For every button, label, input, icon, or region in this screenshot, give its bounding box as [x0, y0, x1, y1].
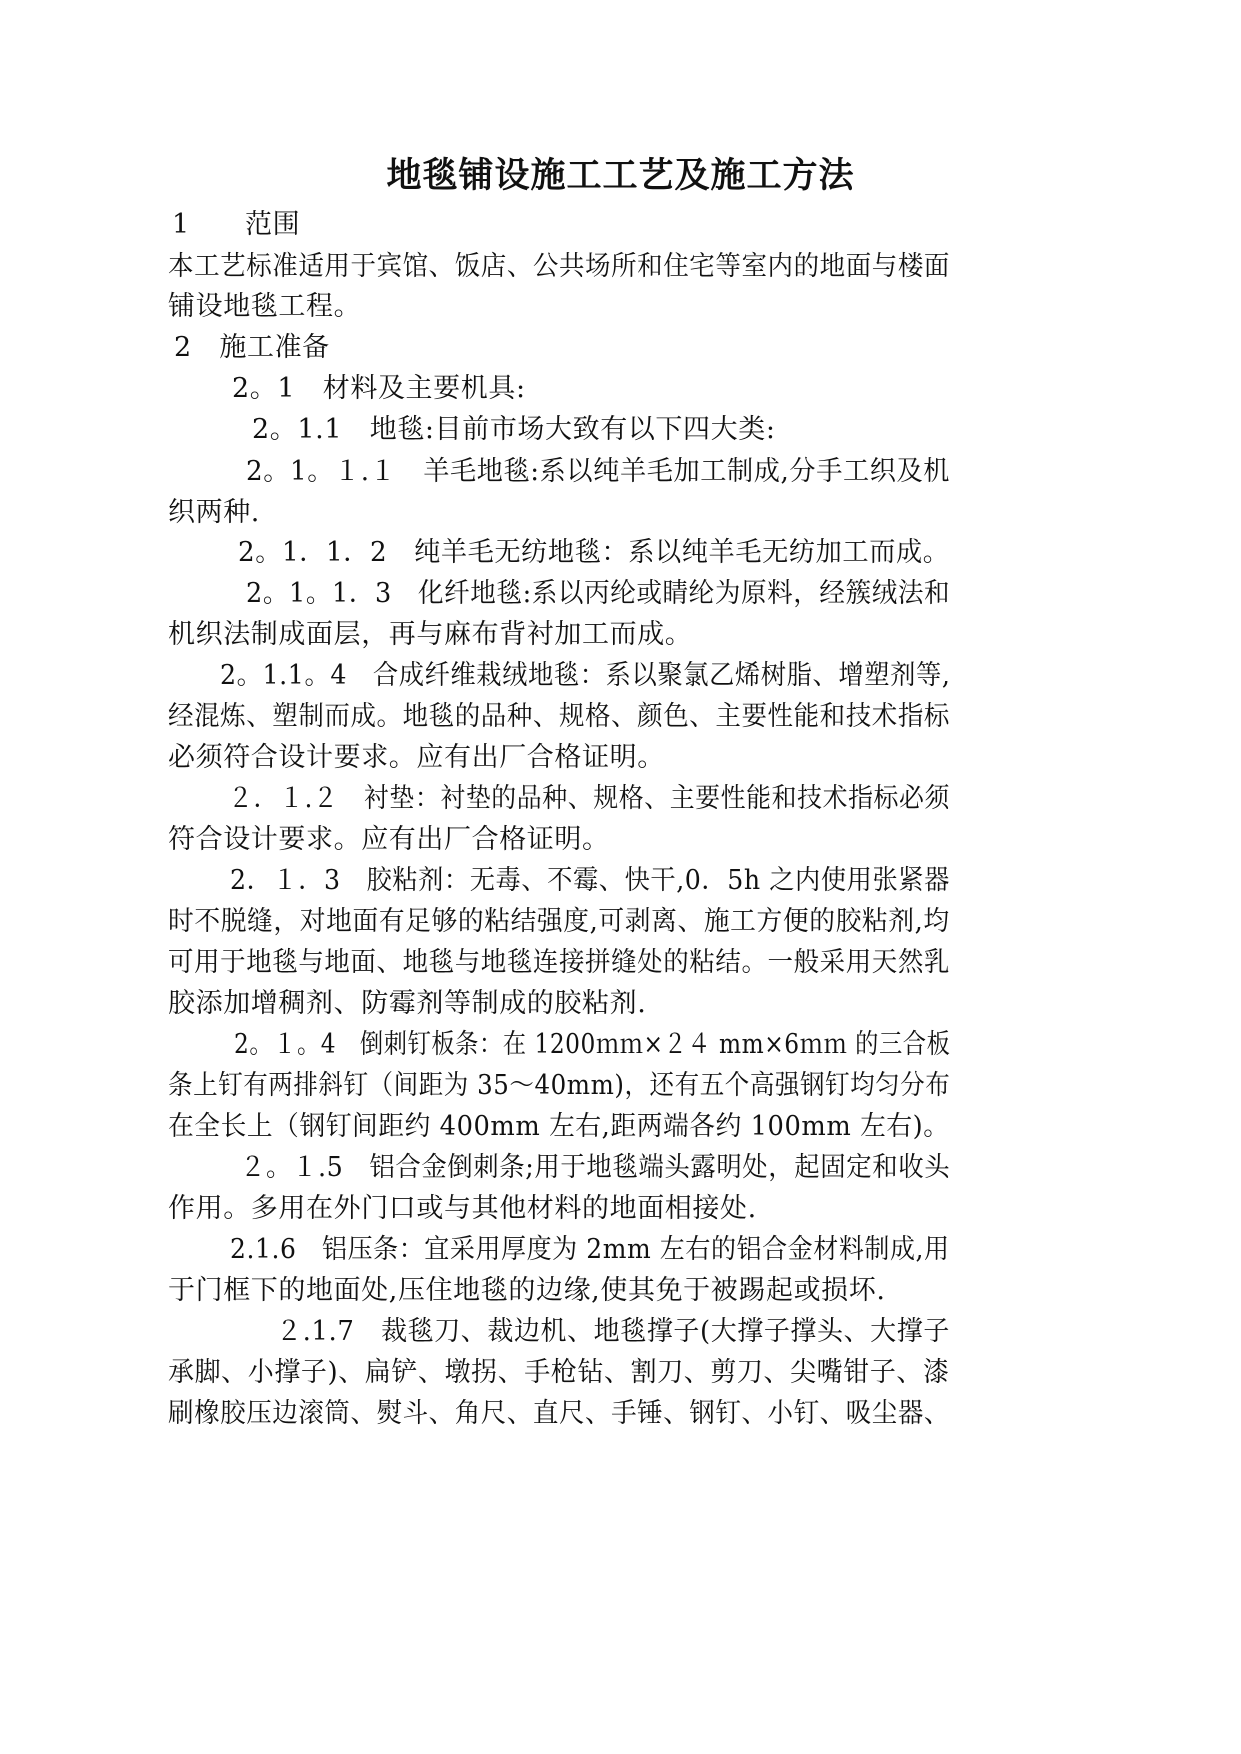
- text-line: ２。１.5 铝合金倒刺条;用于地毯端头露明处，起固定和收头: [240, 1152, 951, 1183]
- section-heading-preparation: 2 施工准备: [174, 332, 330, 363]
- text-line: 2。1.1。4 合成纤维栽绒地毯：系以聚氯乙烯树脂、增塑剂等,: [220, 660, 951, 691]
- text-line: 2。１。4 倒刺钉板条：在 1200ｍｍ×２４ mm×6ｍｍ 的三合板: [234, 1029, 951, 1060]
- text-line: 符合设计要求。应有出厂合格证明。: [168, 824, 610, 855]
- text-line: 织两种.: [168, 497, 260, 528]
- text-line: 铺设地毯工程。: [168, 291, 362, 322]
- text-line: 刷橡胶压边滚筒、熨斗、角尺、直尺、手锤、钢钉、小钉、吸尘器、: [168, 1398, 950, 1429]
- text-line: 时不脱缝，对地面有足够的粘结强度,可剥离、施工方便的胶粘剂,均: [168, 906, 950, 937]
- text-line: 经混炼、塑制而成。地毯的品种、规格、颜色、主要性能和技术指标: [168, 701, 950, 732]
- text-line: 条上钉有两排斜钉（间距为 35～40mm)，还有五个高强钢钉均匀分布: [168, 1070, 951, 1101]
- text-line: 作用。多用在外门口或与其他材料的地面相接处.: [168, 1193, 757, 1224]
- text-line: 胶添加增稠剂、防霉剂等制成的胶粘剂.: [168, 988, 647, 1019]
- text-line: 可用于地毯与地面、地毯与地毯连接拼缝处的粘结。一般采用天然乳: [168, 947, 950, 978]
- text-line: 承脚、小撑子)、扁铲、墩拐、手枪钻、割刀、剪刀、尖嘴钳子、漆: [168, 1357, 950, 1388]
- text-line: 2。1。1．3 化纤地毯:系以丙纶或睛纶为原料，经簇绒法和: [246, 578, 951, 609]
- text-line: 2．１．3 胶粘剂：无毒、不霉、快干,0．5h 之内使用张紧器: [230, 865, 950, 896]
- text-line: 2。1．1．2 纯羊毛无纺地毯：系以纯羊毛无纺加工而成。: [238, 537, 950, 568]
- text-line: 本工艺标准适用于宾馆、饭店、公共场所和住宅等室内的地面与楼面: [168, 251, 950, 282]
- text-line: 必须符合设计要求。应有出厂合格证明。: [168, 742, 665, 773]
- text-line: 2。1。１.１ 羊毛地毯:系以纯羊毛加工制成,分手工织及机: [246, 456, 951, 487]
- document-title: 地毯铺设施工工艺及施工方法: [386, 155, 855, 196]
- subsection-heading: 2。1 材料及主要机具:: [232, 373, 526, 404]
- text-line: 2.1.6 铝压条：宜采用厚度为 2mm 左右的铝合金材料制成,用: [230, 1234, 950, 1265]
- text-line: 2。1.1 地毯:目前市场大致有以下四大类:: [252, 414, 776, 445]
- section-heading-scope: 1 范围: [172, 209, 301, 240]
- text-line: 于门框下的地面处,压住地毯的边缘,使其免于被踢起或损坏.: [168, 1275, 886, 1306]
- text-line: 机织法制成面层，再与麻布背衬加工而成。: [168, 619, 693, 650]
- text-line: ２．１.２ 衬垫：衬垫的品种、规格、主要性能和技术指标必须: [228, 783, 951, 814]
- text-line: ２.1.7 裁毯刀、裁边机、地毯撑子(大撑子撑头、大撑子: [276, 1316, 950, 1347]
- text-line: 在全长上（钢钉间距约 400mm 左右,距两端各约 100mm 左右)。: [168, 1111, 950, 1142]
